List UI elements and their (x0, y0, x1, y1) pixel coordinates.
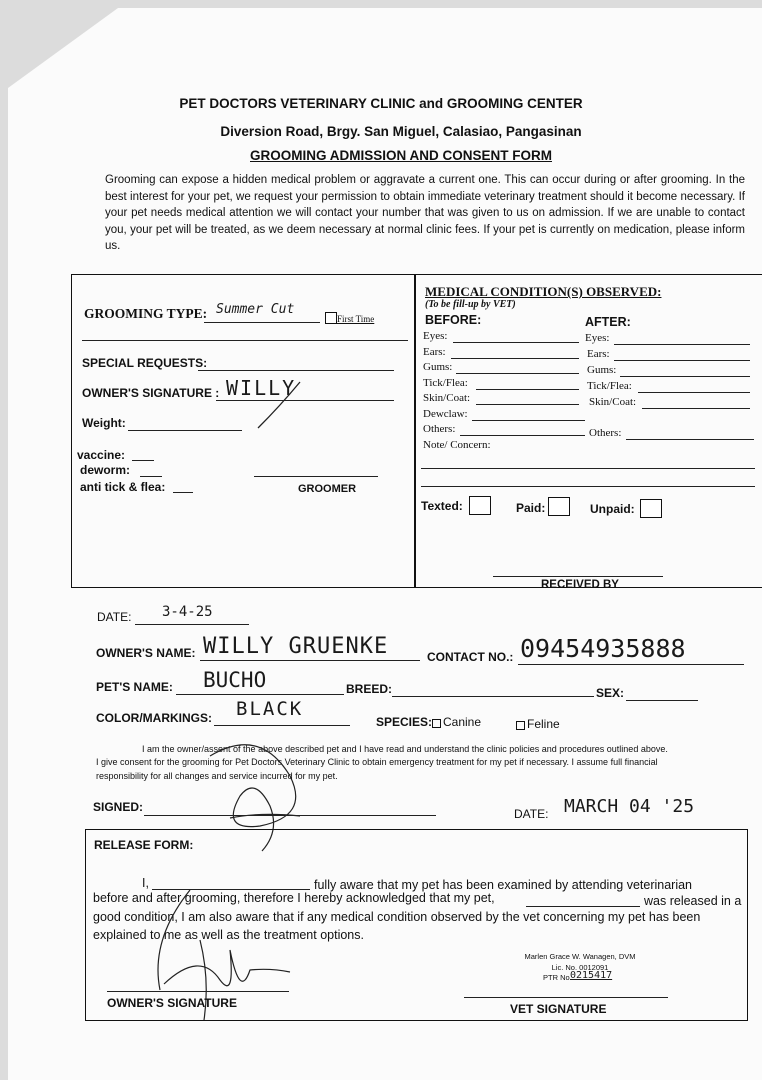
after-eyes: Eyes: (585, 332, 610, 344)
release-text-2a: before and after grooming, therefore I hereby acknowledged that my pet, (93, 891, 495, 905)
before-skincoat-line[interactable] (476, 404, 579, 405)
after-eyes-line[interactable] (614, 344, 750, 345)
release-i-label: I, (142, 876, 149, 890)
note-line-1[interactable] (421, 468, 755, 469)
texted-checkbox[interactable] (469, 496, 491, 515)
before-eyes: Eyes: (423, 330, 448, 342)
unpaid-label: Unpaid: (590, 502, 635, 516)
release-text-2b: was released in a (644, 894, 742, 908)
consent-line-3: responsibility for all changes and service incurred for my pet. (96, 771, 338, 781)
before-others: Others: (423, 423, 456, 435)
date-value[interactable]: 3-4-25 (162, 604, 213, 620)
grooming-type-line (204, 322, 320, 323)
before-tickflea-line[interactable] (476, 389, 579, 390)
after-ears-line[interactable] (614, 360, 750, 361)
after-others-line[interactable] (626, 439, 754, 440)
date-label: DATE: (97, 610, 132, 624)
owner-signature-value[interactable]: WILLY (226, 376, 297, 400)
vet-signature-label: VET SIGNATURE (510, 1002, 607, 1016)
medical-subtitle: (To be fill-up by VET) (425, 299, 516, 310)
release-pet-line[interactable] (526, 906, 640, 907)
vet-ptr-label: PTR No. (543, 973, 572, 982)
weight-line[interactable] (128, 430, 242, 431)
received-by-line[interactable] (493, 576, 663, 577)
first-time-label: First Time (337, 314, 375, 324)
owner-signature-release-line[interactable] (107, 991, 289, 992)
antitick-label: anti tick & flea: (80, 480, 166, 494)
before-dewclaw: Dewclaw: (423, 408, 468, 420)
unpaid-checkbox[interactable] (640, 499, 662, 518)
after-label: AFTER: (585, 315, 631, 329)
color-markings-line[interactable] (214, 725, 350, 726)
contact-value[interactable]: 09454935888 (520, 634, 686, 663)
after-gums: Gums: (587, 364, 617, 376)
feline-label: Feline (527, 717, 560, 731)
after-gums-line[interactable] (620, 376, 750, 377)
vet-name: Marlen Grace W. Wanagen, DVM (524, 952, 636, 961)
deworm-line[interactable] (140, 476, 162, 477)
clinic-name: PET DOCTORS VETERINARY CLINIC and GROOMING CENTER (179, 96, 583, 111)
pet-name-line[interactable] (176, 694, 344, 695)
before-label: BEFORE: (425, 313, 482, 327)
clinic-address: Diversion Road, Brgy. San Miguel, Calasiao, Pangasinan (220, 124, 582, 139)
before-gums: Gums: (423, 361, 453, 373)
grooming-type-value[interactable]: Summer Cut (216, 302, 295, 317)
medical-title: MEDICAL CONDITION(S) OBSERVED: (425, 284, 662, 299)
owner-name-line[interactable] (200, 660, 420, 661)
before-skincoat: Skin/Coat: (423, 392, 471, 404)
received-by-label: RECEIVED BY (541, 579, 619, 591)
before-gums-line[interactable] (456, 373, 579, 374)
sex-label: SEX: (596, 686, 625, 700)
before-ears-line[interactable] (451, 358, 579, 359)
special-requests-label: SPECIAL REQUESTS: (82, 356, 208, 370)
vet-signature-line[interactable] (464, 997, 668, 998)
after-skincoat-line[interactable] (642, 408, 750, 409)
release-text-3: good condition, I am also aware that if any medical condition observed by the vet concerning my pet has been (93, 910, 701, 924)
canine-label: Canine (443, 715, 482, 729)
owner-signature-label: OWNER'S SIGNATURE : (82, 386, 220, 400)
vet-ptr-value: 0215417 (570, 970, 613, 981)
before-tickflea: Tick/Flea: (423, 377, 468, 389)
breed-label: BREED: (346, 682, 393, 696)
owner-name-value[interactable]: WILLY GRUENKE (203, 634, 389, 659)
after-others: Others: (589, 427, 622, 439)
grooming-type-label: GROOMING TYPE: (84, 306, 208, 321)
contact-line[interactable] (518, 664, 744, 665)
texted-label: Texted: (421, 499, 463, 513)
special-requests-line[interactable] (198, 370, 394, 371)
after-skincoat: Skin/Coat: (589, 396, 637, 408)
vet-license: Lic. No. 0012091 (551, 963, 609, 972)
pet-name-value[interactable]: BUCHO (203, 668, 267, 692)
groomer-label: GROOMER (298, 483, 357, 495)
color-markings-value[interactable]: BLACK (236, 698, 304, 720)
pet-name-label: PET'S NAME: (96, 680, 173, 694)
consent-date-value[interactable]: MARCH 04 '25 (564, 796, 695, 817)
deworm-label: deworm: (80, 463, 131, 477)
feline-checkbox[interactable] (516, 721, 525, 730)
date-line[interactable] (135, 624, 249, 625)
form-title: GROOMING ADMISSION AND CONSENT FORM (250, 148, 552, 163)
note-label: Note/ Concern: (423, 439, 491, 451)
release-text-4: explained to me as well as the treatment options. (93, 928, 364, 942)
canine-checkbox[interactable] (432, 719, 441, 728)
after-tickflea-line[interactable] (638, 392, 750, 393)
consent-date-label: DATE: (514, 807, 549, 821)
grooming-extra-line (82, 340, 408, 341)
vaccine-label: vaccine: (77, 448, 126, 462)
box-divider (414, 274, 416, 588)
weight-label: Weight: (82, 416, 126, 430)
owner-signature-release-label: OWNER'S SIGNATURE (107, 996, 237, 1010)
intro-paragraph: Grooming can expose a hidden medical problem or aggravate a current one. This can occur during or after grooming. In the best interest for your pet, we request your permission to obtain immediate veterinary treatment should it become necessary. If your pet needs medical attention we will contact your number that was given to us on admission. If we are unable to contact you, your pet will be treated, as we deem necessary at normal clinic fees. If your pet is currently on medication, please inform us. (105, 174, 745, 252)
paid-checkbox[interactable] (548, 497, 570, 516)
after-tickflea: Tick/Flea: (587, 380, 632, 392)
before-eyes-line[interactable] (453, 342, 579, 343)
after-ears: Ears: (587, 348, 610, 360)
color-markings-label: COLOR/MARKINGS: (96, 711, 212, 725)
consent-line-2: I give consent for the grooming for Pet Doctors Veterinary Clinic to obtain emergency treatment for my pet if necessary. I assume full financial (96, 757, 658, 767)
groomer-line[interactable] (254, 476, 378, 477)
breed-line[interactable] (392, 696, 594, 697)
consent-line-1: I am the owner/assent of the above described pet and I have read and understand the clinic policies and procedures outlined above. (142, 744, 668, 754)
release-title: RELEASE FORM: (94, 838, 194, 852)
before-ears: Ears: (423, 346, 446, 358)
sex-line[interactable] (626, 700, 698, 701)
antitick-line[interactable] (173, 492, 193, 493)
vaccine-line[interactable] (132, 460, 154, 461)
before-dewclaw-line[interactable] (472, 420, 585, 421)
contact-label: CONTACT NO.: (427, 650, 514, 664)
release-text-1: fully aware that my pet has been examined by attending veterinarian (314, 878, 693, 892)
paid-label: Paid: (516, 501, 546, 515)
note-line-2[interactable] (421, 486, 755, 487)
signed-label: SIGNED: (93, 800, 144, 814)
first-time-checkbox[interactable] (325, 312, 337, 324)
signature-scribble-icon (240, 376, 310, 436)
owner-name-label: OWNER'S NAME: (96, 646, 196, 660)
before-others-line[interactable] (460, 435, 585, 436)
species-label: SPECIES: (376, 715, 433, 729)
